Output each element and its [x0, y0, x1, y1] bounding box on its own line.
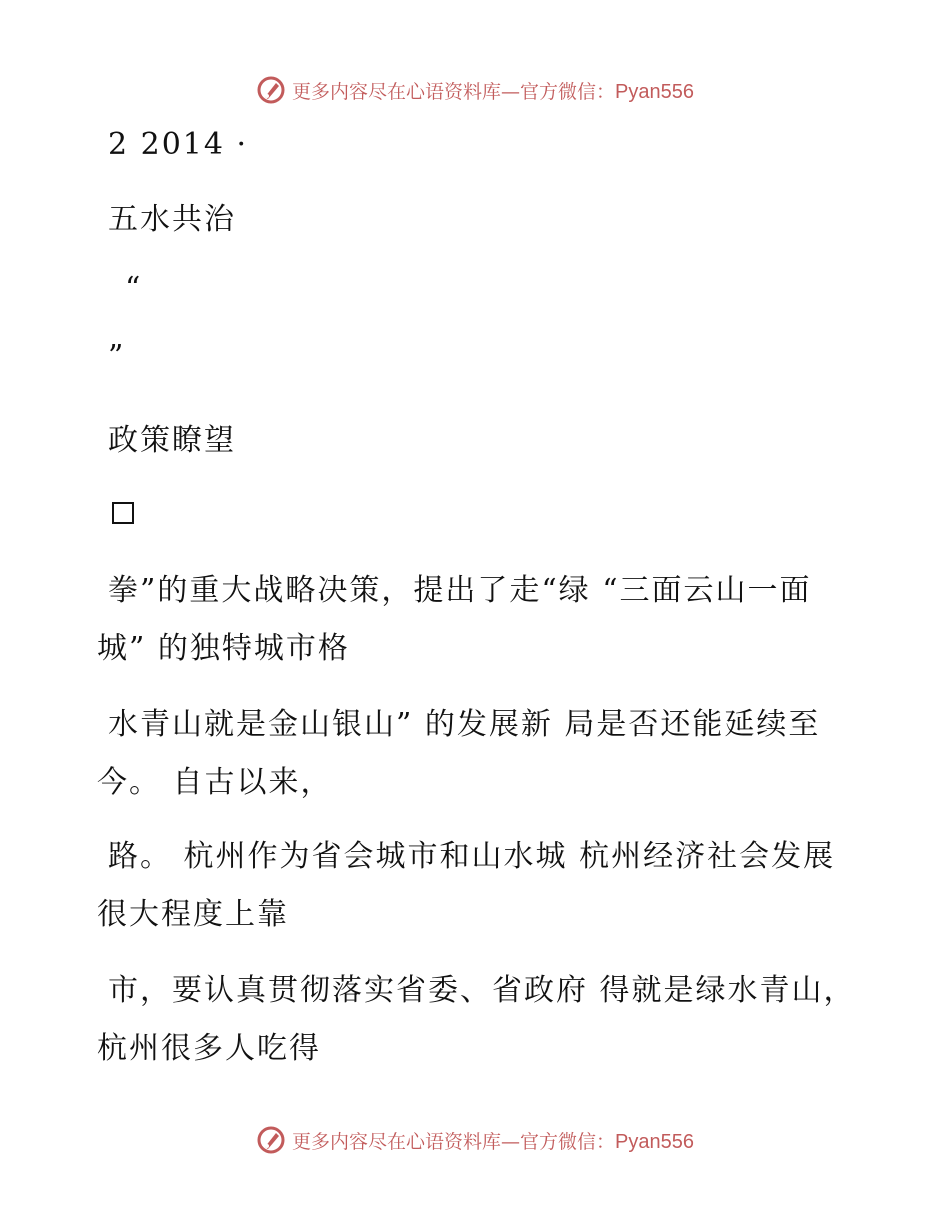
doc-line-title: 五水共治 — [108, 202, 236, 237]
doc-paragraph-2: 水青山就是金山银山” 的发展新 局是否还能延续至今。 自古以来， — [97, 707, 821, 800]
doc-line-issue: 2 2014 · — [108, 127, 249, 162]
doc-line-close-quote: ” — [108, 339, 126, 374]
watermark-text: 更多内容尽在心语资料库—官方微信：Pyan556 — [292, 80, 694, 103]
doc-line-section: 政策瞭望 — [108, 423, 236, 458]
doc-paragraph-1: 拳”的重大战略决策，提出了走“绿 “三面云山一面城” 的独特城市格 — [97, 573, 812, 666]
doc-paragraph-4: 市，要认真贯彻落实省委、省政府 得就是绿水青山，杭州很多人吃得 — [97, 973, 856, 1066]
doc-paragraph-3: 路。 杭州作为省会城市和山水城 杭州经济社会发展很大程度上靠 — [97, 839, 836, 932]
footer-watermark-banner — [0, 1120, 950, 1160]
watermark-text: 更多内容尽在心语资料库—官方微信：Pyan556 — [292, 1130, 694, 1153]
doc-line-open-quote: “ — [125, 271, 143, 306]
pen-nib-icon — [256, 1125, 286, 1155]
empty-box-icon — [112, 502, 134, 524]
pen-nib-icon — [256, 75, 286, 105]
header-watermark-banner — [0, 70, 950, 110]
